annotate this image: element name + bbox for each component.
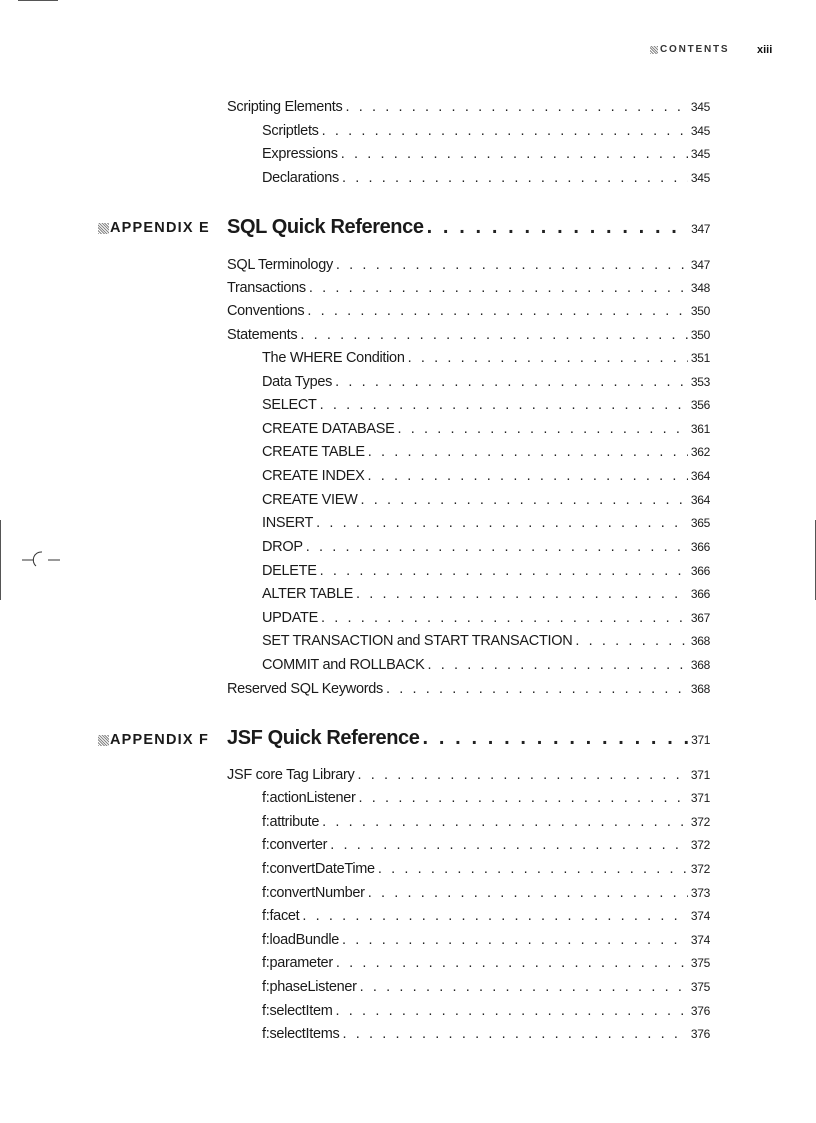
toc-entry-page: 356 (690, 398, 710, 412)
toc-subentry[interactable] (262, 932, 710, 948)
toc-subentry[interactable] (262, 633, 710, 649)
toc-entry[interactable] (227, 257, 710, 273)
toc-entry-title: f:attribute (262, 814, 320, 830)
toc-subentry[interactable] (262, 146, 710, 162)
toc-entry-page: 372 (690, 862, 710, 876)
toc-entry[interactable] (227, 280, 710, 296)
dot-leader (427, 216, 689, 239)
toc-entry-page: 345 (690, 124, 710, 138)
toc-entry-title: Transactions (227, 280, 306, 296)
toc-subentry[interactable] (262, 539, 710, 555)
toc-entry-page: 364 (690, 493, 710, 507)
toc-subentry[interactable] (262, 468, 710, 484)
toc-entry-page: 365 (690, 516, 710, 530)
toc-entry-title: CREATE TABLE (262, 444, 365, 460)
toc-entry-title: CREATE VIEW (262, 492, 358, 508)
toc-subentry[interactable] (262, 492, 710, 508)
dot-leader (368, 885, 688, 901)
toc-entry-page: 376 (690, 1027, 710, 1041)
toc-entry[interactable] (227, 303, 710, 319)
toc-entry-title: SELECT (262, 397, 317, 413)
toc-entry-title: CREATE INDEX (262, 468, 365, 484)
appendix-e-chapter[interactable] (227, 216, 710, 239)
toc-subentry[interactable] (262, 563, 710, 579)
toc-entry-title: The WHERE Condition (262, 350, 405, 366)
toc-subentry[interactable] (262, 170, 710, 186)
toc-subentry[interactable] (262, 979, 710, 995)
toc-subentry[interactable] (262, 1003, 710, 1019)
toc-subentry[interactable] (262, 586, 710, 602)
running-header (0, 44, 816, 60)
toc-subentry[interactable] (262, 1026, 710, 1042)
toc-subentry[interactable] (262, 350, 710, 366)
toc-entry-page: 372 (690, 838, 710, 852)
toc-entry-page: 345 (690, 100, 710, 114)
toc-entry-page: 371 (690, 791, 710, 805)
toc-entry-title: SET TRANSACTION and START TRANSACTION (262, 633, 573, 649)
dot-leader (378, 861, 688, 877)
chapter-page: 347 (691, 222, 710, 236)
toc-entry-title: DROP (262, 539, 303, 555)
toc-subentry[interactable] (262, 885, 710, 901)
dot-leader (343, 1026, 688, 1042)
toc-entry-page: 345 (690, 171, 710, 185)
toc-entry-title: Expressions (262, 146, 338, 162)
toc-entry-page: 348 (690, 281, 710, 295)
dot-leader (309, 280, 688, 296)
dot-leader (360, 979, 688, 995)
dot-leader (368, 444, 688, 460)
toc-entry-page: 374 (690, 933, 710, 947)
toc-subentry[interactable] (262, 421, 710, 437)
dot-leader (336, 955, 688, 971)
dot-leader (386, 681, 688, 697)
dot-leader (341, 146, 688, 162)
dot-leader (302, 908, 687, 924)
dot-leader (359, 790, 688, 806)
toc-subentry[interactable] (262, 610, 710, 626)
toc-entry-page: 367 (690, 611, 710, 625)
toc-entry-title: f:actionListener (262, 790, 356, 806)
dot-leader (321, 610, 688, 626)
toc-entry-title: f:selectItem (262, 1003, 333, 1019)
toc-entry-page: 366 (690, 540, 710, 554)
dot-leader (423, 727, 689, 750)
toc-entry-title: Conventions (227, 303, 305, 319)
chapter-title: SQL Quick Reference (227, 216, 424, 238)
toc-subentry[interactable] (262, 123, 710, 139)
toc-entry-page: 345 (690, 147, 710, 161)
chapter-title: JSF Quick Reference (227, 727, 420, 749)
toc-entry-page: 351 (690, 351, 710, 365)
toc-entry-page: 374 (690, 909, 710, 923)
dot-leader (320, 397, 688, 413)
toc-entry-title: Data Types (262, 374, 333, 390)
toc-entry-title: DELETE (262, 563, 317, 579)
dot-leader (320, 563, 688, 579)
toc-entry-title: Scriptlets (262, 123, 319, 139)
toc-entry-page: 368 (690, 634, 710, 648)
toc-entry-title: Scripting Elements (227, 99, 343, 115)
toc-entry-title: Statements (227, 327, 298, 343)
dot-leader (361, 492, 688, 508)
toc-entry-page: 347 (690, 258, 710, 272)
toc-subentry[interactable] (262, 444, 710, 460)
dot-leader (336, 1003, 688, 1019)
toc-entry-title: f:convertDateTime (262, 861, 375, 877)
dot-leader (330, 837, 688, 853)
toc-subentry[interactable] (262, 397, 710, 413)
toc-entry-page: 361 (690, 422, 710, 436)
toc-entry-title: f:converter (262, 837, 328, 853)
dot-leader (336, 257, 688, 273)
dot-leader (306, 539, 688, 555)
toc-entry-title: CREATE DATABASE (262, 421, 395, 437)
crop-mark-left (0, 520, 1, 600)
toc-entry-title: f:facet (262, 908, 300, 924)
toc-entry-page: 376 (690, 1004, 710, 1018)
toc-subentry[interactable] (262, 657, 710, 673)
appendix-label-text: APPENDIX E (110, 220, 210, 236)
toc-entry-page: 350 (690, 328, 710, 342)
toc-entry-title: COMMIT and ROLLBACK (262, 657, 425, 673)
toc-entry-page: 372 (690, 815, 710, 829)
appendix-f-label (98, 732, 209, 748)
registration-mark-icon (22, 548, 62, 572)
appendix-square-icon (98, 735, 109, 746)
dot-leader (397, 421, 687, 437)
toc-entry-title: f:phaseListener (262, 979, 357, 995)
dot-leader (367, 468, 687, 484)
toc-entry-page: 373 (690, 886, 710, 900)
page-number: xiii (757, 44, 773, 56)
dot-leader (307, 303, 688, 319)
dot-leader (342, 170, 688, 186)
toc-subentry[interactable] (262, 908, 710, 924)
dot-leader (316, 515, 688, 531)
appendix-f-chapter[interactable] (227, 727, 710, 750)
dot-leader (300, 327, 688, 343)
dot-leader (322, 814, 688, 830)
toc-entry-page: 375 (690, 956, 710, 970)
toc-entry-title: JSF core Tag Library (227, 767, 355, 783)
appendix-e-label (98, 220, 210, 236)
dot-leader (356, 586, 688, 602)
toc-subentry[interactable] (262, 790, 710, 806)
dot-leader (346, 99, 688, 115)
toc-subentry[interactable] (262, 837, 710, 853)
crop-mark-top (18, 0, 58, 1)
header-square-icon (650, 46, 658, 54)
toc-entry-title: f:selectItems (262, 1026, 340, 1042)
toc-entry[interactable] (227, 681, 710, 697)
toc-subentry[interactable] (262, 374, 710, 390)
toc-entry[interactable] (227, 99, 710, 115)
toc-entry-page: 368 (690, 658, 710, 672)
dot-leader (322, 123, 688, 139)
toc-entry-page: 375 (690, 980, 710, 994)
toc-entry-title: Declarations (262, 170, 339, 186)
toc-entry[interactable] (227, 767, 710, 783)
toc-entry[interactable] (227, 327, 710, 343)
toc-entry-page: 353 (690, 375, 710, 389)
toc-entry-page: 366 (690, 587, 710, 601)
toc-entry-title: f:parameter (262, 955, 333, 971)
toc-entry-title: f:loadBundle (262, 932, 340, 948)
appendix-square-icon (98, 223, 109, 234)
toc-entry-title: Reserved SQL Keywords (227, 681, 383, 697)
toc-entry-title: UPDATE (262, 610, 318, 626)
running-title: CONTENTS (660, 44, 730, 55)
appendix-label-text: APPENDIX F (110, 732, 210, 748)
toc-entry-page: 368 (690, 682, 710, 696)
chapter-page: 371 (691, 733, 710, 747)
toc-subentry[interactable] (262, 814, 710, 830)
dot-leader (427, 657, 687, 673)
toc-entry-page: 350 (690, 304, 710, 318)
toc-subentry[interactable] (262, 515, 710, 531)
toc-entry-page: 364 (690, 469, 710, 483)
toc-entry-title: SQL Terminology (227, 257, 333, 273)
dot-leader (335, 374, 688, 390)
dot-leader (408, 350, 688, 366)
toc-entry-page: 362 (690, 445, 710, 459)
toc-subentry[interactable] (262, 861, 710, 877)
toc-entry-title: f:convertNumber (262, 885, 365, 901)
toc-entry-page: 371 (690, 768, 710, 782)
toc-subentry[interactable] (262, 955, 710, 971)
toc-entry-title: ALTER TABLE (262, 586, 353, 602)
dot-leader (358, 767, 688, 783)
dot-leader (575, 633, 687, 649)
toc-entry-title: INSERT (262, 515, 314, 531)
toc-entry-page: 366 (690, 564, 710, 578)
dot-leader (342, 932, 688, 948)
